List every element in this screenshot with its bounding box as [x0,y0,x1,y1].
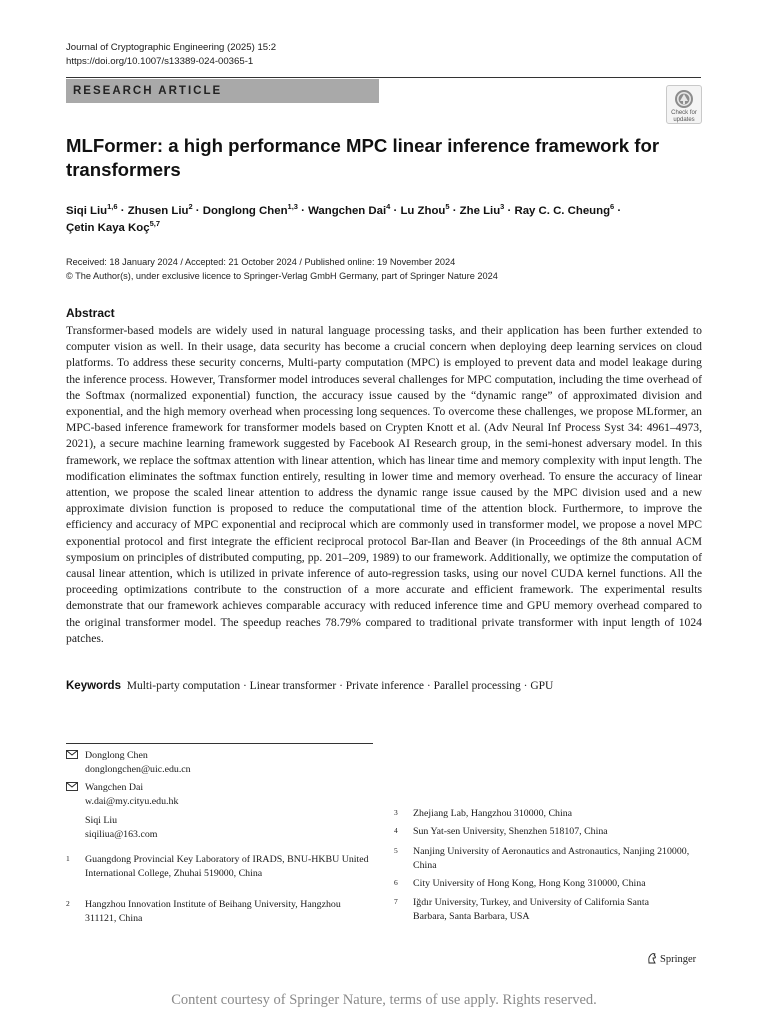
author-affiliation-marker: 1,6 [107,202,118,212]
section-banner: RESEARCH ARTICLE [66,79,379,103]
author-affiliation-marker: 3 [500,202,505,212]
author-affiliation-marker: 1,3 [287,202,298,212]
publisher-name: Springer [660,954,697,965]
contact-name: Wangchen Dai [85,782,144,793]
journal-header [66,41,276,69]
journal-citation: Journal of Cryptographic Engineering (2025) 15:2 [66,42,277,53]
author-name[interactable]: Ray C. C. Cheung$^6$ [514,202,615,217]
author-name[interactable]: Donglong Chen$^{1,3}$ [202,202,298,217]
check-updates-icon [674,89,694,109]
contact-name: Donglong Chen [85,750,148,761]
courtesy-footer: Content courtesy of Springer Nature, terms of use apply. Rights reserved. [171,992,597,1008]
article-title: MLFormer: a high performance MPC linear inference framework for transformers [66,135,660,180]
abstract-heading: Abstract [66,306,115,320]
author-name[interactable]: Wangchen Dai$^4$ [308,202,391,217]
author-affiliation-marker: 5,7 [149,219,160,229]
header-rule [66,77,701,78]
contact-email[interactable]: donglongchen@uic.edu.cn [85,763,191,775]
keywords-list: Multi-party computation · Linear transformer · Private inference · Parallel processing · GPU [126,680,554,692]
copyright-line: © The Author(s), under exclusive licence to Springer-Verlag GmbH Germany, part of Springer Nature 2024 [66,270,498,281]
keywords-line [66,678,702,694]
author-affiliation-marker: 2 [188,202,193,212]
contact-name: Siqi Liu [85,815,118,826]
author-name[interactable]: Siqi Liu$^{1,6}$ [66,202,118,217]
dates-line: Received: 18 January 2024 / Accepted: 21 October 2024 / Published online: 19 November 2024 [66,257,456,267]
author-affiliation-marker: 5 [445,202,450,212]
contact-email[interactable]: w.dai@my.cityu.edu.hk [85,795,179,807]
doi-link[interactable]: https://doi.org/10.1007/s13389-024-00365-1 [66,56,254,67]
abstract-text: Transformer-based models are widely used in natural language processing tasks, and their application has been further extended to computer vision as well. In their usage, data security has become a crucial concern when deploying deep learning services on cloud platforms. To address these security concerns, Multi-party computation (MPC) is employed to prevent data and model leakage during the inference process. However, Transformer model introduces several challenges for MPC computation, including the time overhead of the Softmax (normalized exponential) function, the accuracy issue caused by the “dynamic range” of approximated division and exponential, and the high memory overhead when processing long sequences. To overcome these challenges, we propose MLformer, an MPC-based inference framework for transformer models based on Crypten Knott et al. (Adv Neural Inf Process Syst 34: 4961–4973, 2021), a secure machine learning framework suggested by Facebook AI Research group, in the semi-honest adversary model. In this framework, we replace the softmax attention with linear attention, which has linear time and memory complexity with input length. The modification eliminates the softmax function entirely, resulting in lower time and memory overhead. To ensure the accuracy of linear attention, we propose the scaled linear attention to address the dynamic range issue caused by the MPC division used and a new approximate division function is proposed to reduce the computational time of the attention block. Furthermore, to improve the efficiency and accuracy of MPC exponential and reciprocal which are commonly used in transformer model, we propose a novel MPC exponential protocol and first integrate the efficient reciprocal protocol Bar-Ilan and Beaver (in Proceedings of the 8th annual ACM symposium on principles of distributed computing, pp. 201–209, 1989) to our framework. Additionally, we optimize the computation of causal linear attention, which is utilized in private inference of auto-regression tasks, using our novel CUDA kernel functions. All the proceeding optimizations contribute to the construction of a more accurate and efficient framework. The experimental results demonstrate that our framework achieves comparable accuracy with reduced inference time and GPU memory overhead compared to the original transformer model. The speedup reaches 78.79% compared to traditional private transformer with input length of 1024 patches. [66,324,702,645]
envelope-icon [66,782,78,791]
footnote-rule [66,743,373,744]
author-affiliation-marker: 4 [386,202,391,212]
author-list: Siqi Liu$^{1,6}$ · Zhusen Liu$^2$ · Donglong Chen$^{1,3}$ · Wangchen Dai$^4$ · Lu Zhou$^5$ · Zhe Liu$^3$ · Ray C. C. Cheung$^6$ · Çetin Kaya Koç$^{5,7}$ [66,202,622,234]
contact-email[interactable]: siqiliua@163.com [85,828,158,840]
author-affiliation-marker: 6 [610,202,615,212]
envelope-icon [66,750,78,759]
author-name[interactable]: Zhusen Liu$^2$ [127,202,193,217]
publication-dates [66,256,706,283]
author-name[interactable]: Lu Zhou$^5$ [400,202,450,217]
keywords-label: Keywords [66,680,121,692]
publisher-mark [646,952,696,965]
check-for-updates-badge[interactable] [666,85,702,124]
springer-horse-icon [646,952,658,964]
author-name[interactable]: Zhe Liu$^3$ [459,202,505,217]
author-name[interactable]: Çetin Kaya Koç$^{5,7}$ [66,219,160,234]
check-updates-label: Check for updates [671,110,697,123]
